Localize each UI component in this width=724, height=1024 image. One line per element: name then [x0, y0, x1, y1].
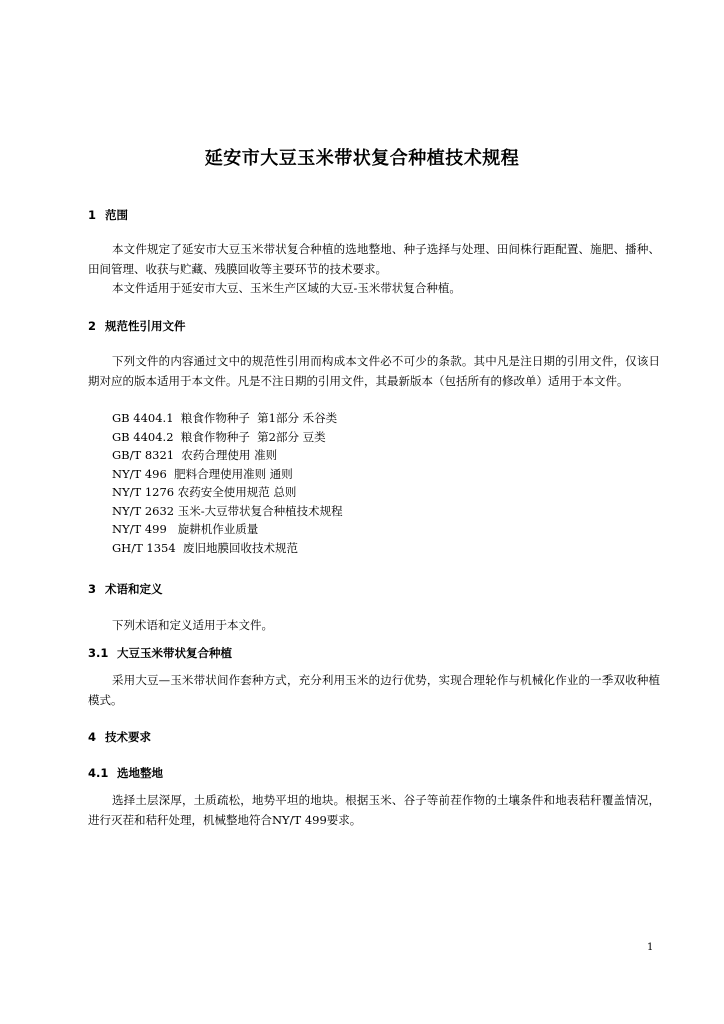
reference-item: GB 4404.1 粮食作物种子 第1部分 禾谷类	[112, 411, 338, 425]
section-2-number: 2	[88, 319, 97, 333]
section-3-1-title: 大豆玉米带状复合种植	[117, 646, 232, 660]
section-3-1-heading	[88, 645, 232, 661]
section-4-1-heading	[88, 765, 163, 781]
section-1-number: 1	[88, 208, 97, 222]
section-4-title: 技术要求	[105, 730, 151, 744]
reference-item: NY/T 496 肥料合理使用准则 通则	[112, 466, 293, 481]
section-1-paragraph-1: 本文件规定了延安市大豆玉米带状复合种植的选地整地、种子选择与处理、田间株行距配置、施肥、播种、田间管理、收获与贮藏、残膜回收等主要环节的技术要求。	[88, 242, 660, 276]
section-2-paragraph-1: 下列文件的内容通过文中的规范性引用而构成本文件必不可少的条款。其中凡是注日期的引用文件，仅该日期对应的版本适用于本文件。凡是不注日期的引用文件，其最新版本（包括所有的修改单）适用于本文件。	[88, 354, 660, 388]
section-2-heading	[88, 318, 186, 334]
section-4-1-number: 4.1	[88, 766, 109, 780]
section-1-title: 范围	[105, 208, 128, 222]
section-4-number: 4	[88, 730, 97, 744]
section-3-number: 3	[88, 582, 97, 596]
reference-item: NY/T 2632 玉米-大豆带状复合种植技术规程	[112, 503, 343, 518]
section-1-heading	[88, 207, 128, 223]
section-4-1-paragraph-1: 选择土层深厚，土质疏松，地势平坦的地块。根据玉米、谷子等前茬作物的土壤条件和地表秸秆覆盖情况，进行灭茬和秸秆处理，机械整地符合NY/T 499要求。	[88, 793, 660, 827]
reference-item: NY/T 499 旋耕机作业质量	[112, 522, 259, 536]
reference-item: GH/T 1354 废旧地膜回收技术规范	[112, 540, 298, 555]
section-3-heading	[88, 581, 163, 597]
section-3-1-paragraph-1: 采用大豆—玉米带状间作套种方式，充分利用玉米的边行优势，实现合理轮作与机械化作业的一季双收种植模式。	[88, 673, 660, 707]
section-4-heading	[88, 729, 151, 745]
reference-item: NY/T 1276 农药安全使用规范 总则	[112, 485, 297, 499]
normative-references-list	[112, 409, 343, 557]
reference-item: GB/T 8321 农药合理使用 准则	[112, 448, 278, 462]
section-1-paragraph-2: 本文件适用于延安市大豆、玉米生产区域的大豆-玉米带状复合种植。	[112, 281, 461, 295]
section-3-title: 术语和定义	[105, 582, 163, 596]
section-3-paragraph-1: 下列术语和定义适用于本文件。	[112, 618, 273, 632]
reference-item: GB 4404.2 粮食作物种子 第2部分 豆类	[112, 429, 326, 444]
section-4-1-title: 选地整地	[117, 766, 163, 780]
page-number: 1	[647, 942, 654, 953]
section-3-1-number: 3.1	[88, 646, 109, 660]
document-title: 延安市大豆玉米带状复合种植技术规程	[204, 148, 520, 169]
section-2-title: 规范性引用文件	[105, 319, 186, 333]
